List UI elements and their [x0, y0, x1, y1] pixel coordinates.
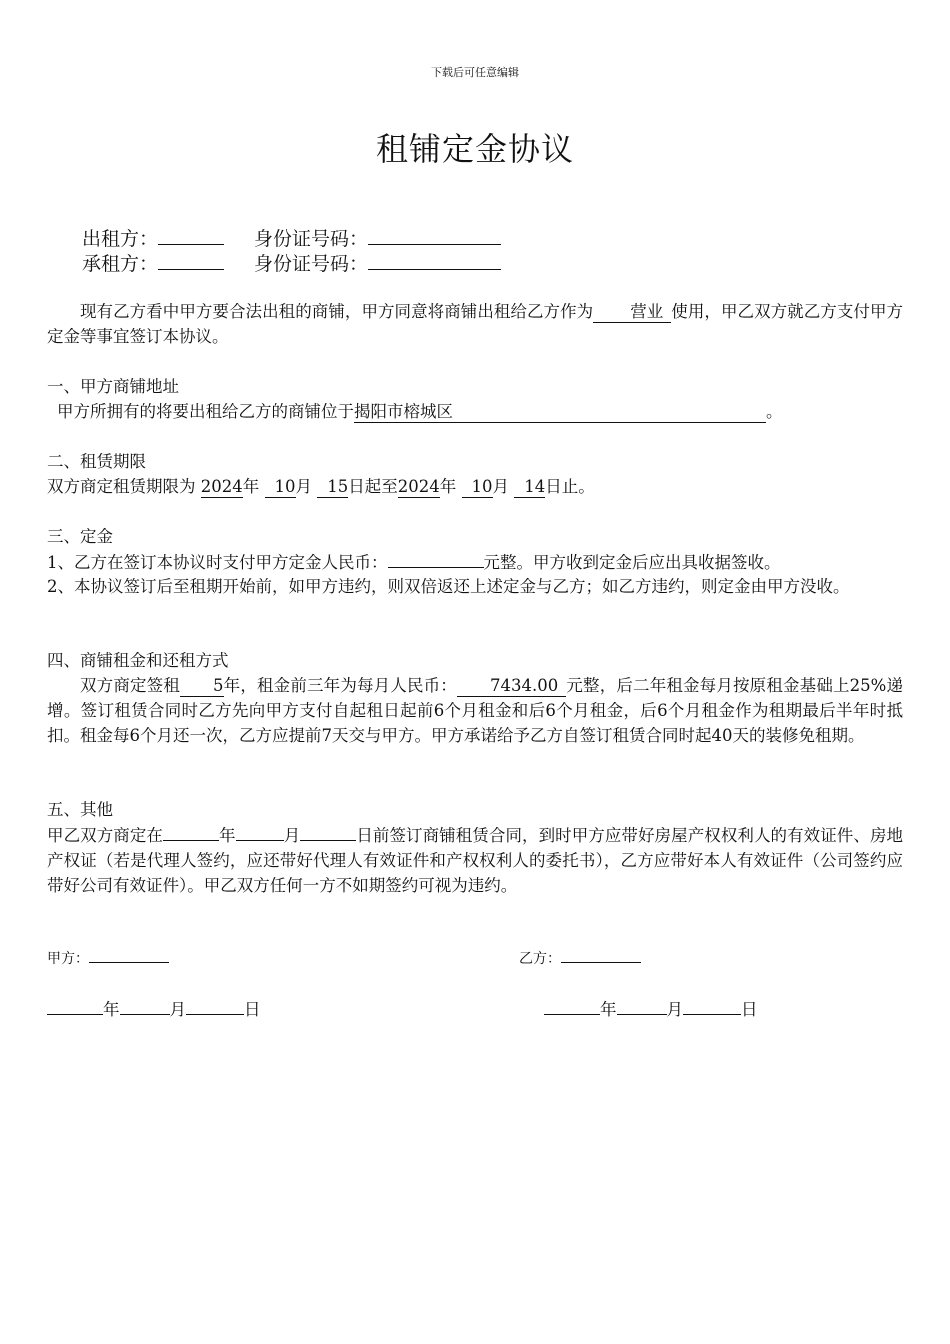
deposit-amount-blank [388, 549, 484, 568]
month-char: 月 [492, 477, 509, 496]
party-a-date [47, 996, 261, 1022]
monthly-rent: 7434.00 [457, 676, 566, 697]
lease-term-text: 双方商定租赁期限为 [47, 477, 196, 496]
start-month: 10 [265, 477, 296, 498]
month-char: 月 [666, 1000, 683, 1019]
other-text-2: 日前签订商铺租赁合同，到时甲方应带好房屋产权权利人的有效证件、房地产权证（若是代理人签约，应还带好代理人有效证件和产权权利人的委托书），乙方应带好本人有效证件（公司签约应带好公司有效证件）。甲乙双方任何一方不如期签约可视为违约。 [47, 826, 904, 895]
section1-heading: 一、甲方商铺地址 [47, 377, 179, 396]
lessee-id-label: 身份证号码： [254, 253, 369, 275]
lease-years: 5 [180, 676, 224, 697]
intro-paragraph [47, 299, 903, 349]
party-a-signature-blank [89, 948, 169, 963]
shop-address: 揭阳市榕城区 [354, 402, 766, 423]
party-a-signature [47, 948, 169, 969]
section5-heading: 五、其他 [47, 800, 113, 819]
party-b-month-blank [617, 996, 667, 1015]
section1-line [57, 399, 783, 424]
party-a-year-blank [47, 996, 103, 1015]
sign-month-blank [236, 822, 284, 841]
from-to-text: 日起至 [348, 477, 398, 496]
party-b-year-blank [544, 996, 600, 1015]
month-char: 月 [283, 826, 301, 845]
start-day: 15 [317, 477, 348, 498]
party-b-date [544, 996, 758, 1022]
lessor-line [82, 226, 501, 252]
party-b-signature [519, 948, 641, 969]
lessee-name-blank [158, 251, 224, 270]
party-b-label: 乙方： [519, 951, 561, 967]
rent-text-2: 年，租金前三年为每月人民币： [223, 676, 457, 695]
intro-use-value: 营业 [593, 302, 671, 323]
month-char: 月 [295, 477, 312, 496]
lessor-id-blank [368, 226, 501, 245]
section4-heading: 四、商铺租金和还租方式 [47, 651, 229, 670]
header-note: 下载后可任意编辑 [431, 66, 519, 79]
lessee-line [82, 251, 501, 277]
other-paragraph [47, 822, 903, 898]
year-char: 年 [103, 1000, 120, 1019]
rent-paragraph [47, 673, 903, 748]
rent-text-3: 元整，后二年租金每月按原租金基础上25%递增。签订租赁合同时乙方先向甲方支付自起租日起前6个月租金和后6个月租金，后6个月租金作为租期最后半年时抵扣。租金每6个月还一次，乙方应提前7天交与甲方。甲方承诺给予乙方自签订租赁合同时起40天的装修免租期。 [47, 676, 904, 745]
lessee-id-blank [368, 251, 501, 270]
year-char: 年 [439, 477, 457, 496]
party-b-day-blank [683, 996, 741, 1015]
lessor-label: 出租方： [82, 228, 159, 250]
party-a-month-blank [120, 996, 170, 1015]
sign-year-blank [163, 822, 219, 841]
day-char: 日 [741, 1000, 758, 1019]
sign-day-blank [300, 822, 356, 841]
other-text-1: 甲乙双方商定在 [47, 826, 163, 845]
end-text: 日止。 [545, 477, 595, 496]
intro-text-after: 使用，甲乙双方就乙方支付甲方定金等事宜签订本协议。 [47, 302, 904, 346]
deposit-item1-after: 元整。甲方收到定金后应出具收据签收。 [483, 553, 781, 572]
deposit-item-1 [47, 549, 781, 575]
month-char: 月 [169, 1000, 186, 1019]
lessor-id-label: 身份证号码： [254, 228, 369, 250]
start-year: 2024 [200, 477, 243, 496]
party-a-label: 甲方： [47, 951, 89, 967]
deposit-item1-text: 1、乙方在签订本协议时支付甲方定金人民币： [47, 553, 388, 572]
lease-term-line [47, 474, 595, 499]
party-b-signature-blank [561, 948, 641, 963]
end-month: 10 [462, 477, 493, 498]
section1-text-before: 甲方所拥有的将要出租给乙方的商铺位于 [57, 402, 354, 421]
year-char: 年 [242, 477, 260, 496]
day-char: 日 [244, 1000, 261, 1019]
section1-text-after: 。 [766, 402, 783, 421]
section2-heading: 二、租赁期限 [47, 452, 146, 471]
document-title: 租铺定金协议 [375, 130, 574, 168]
lessee-label: 承租方： [82, 253, 159, 275]
year-char: 年 [600, 1000, 617, 1019]
rent-text-1: 双方商定签租 [80, 676, 180, 695]
lessor-name-blank [158, 226, 224, 245]
intro-text-before: 现有乙方看中甲方要合法出租的商铺，甲方同意将商铺出租给乙方作为 [80, 302, 594, 321]
end-day: 14 [514, 477, 545, 498]
section3-heading: 三、定金 [47, 527, 113, 546]
year-char: 年 [218, 826, 236, 845]
party-a-day-blank [186, 996, 244, 1015]
deposit-item-2: 2、本协议签订后至租期开始前，如甲方违约，则双倍返还上述定金与乙方；如乙方违约，则定金由甲方没收。 [47, 577, 850, 596]
end-year: 2024 [397, 477, 440, 496]
